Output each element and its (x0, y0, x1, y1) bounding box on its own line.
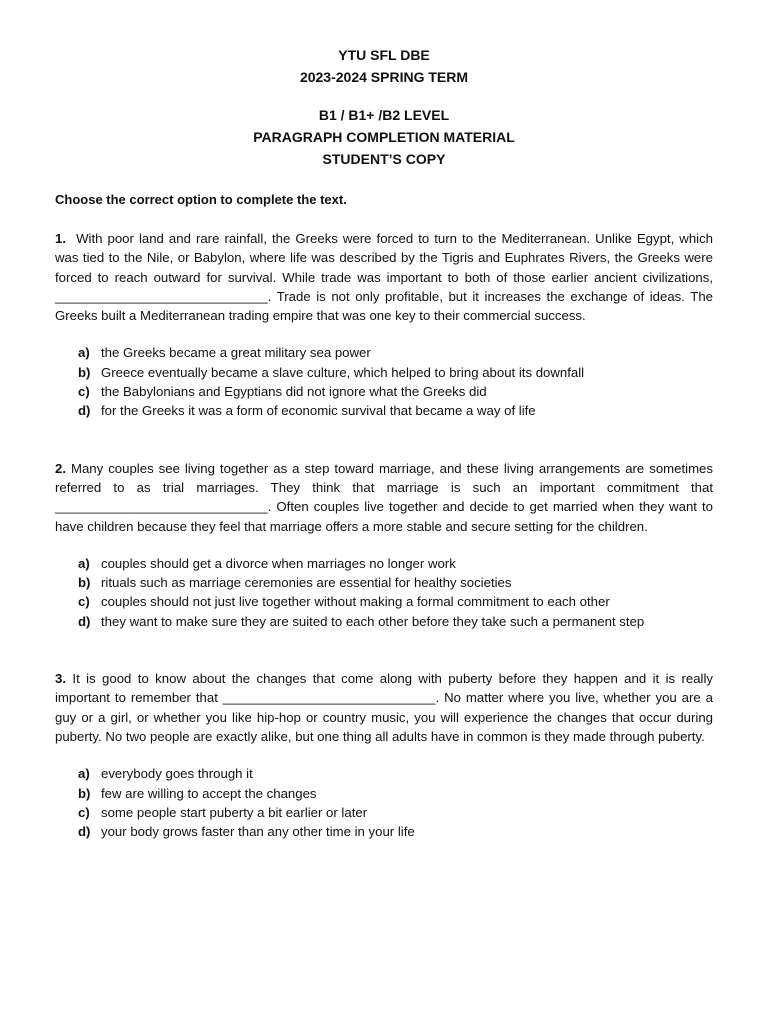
option-letter: a) (78, 555, 90, 571)
header-level: B1 / B1+ /B2 LEVEL (318, 107, 450, 123)
header-institution-block (55, 44, 713, 88)
option-letter: b) (78, 364, 91, 380)
option-letter: c) (78, 594, 90, 610)
answer-blank: _____________________________ (222, 690, 436, 706)
question-3-text (55, 669, 713, 746)
question-number: 2. (55, 460, 66, 476)
header-institution: YTU SFL DBE (338, 47, 430, 63)
option-a (78, 343, 713, 362)
question-text-before: It is good to know about the changes that come along with puberty before they happen and it is really important to remember that (55, 671, 714, 706)
option-letter: d) (78, 613, 91, 629)
answer-blank: _____________________________ (55, 288, 268, 304)
option-text: they want to make sure they are suited to each other before they take such a permanent step (101, 613, 645, 629)
option-text: few are willing to accept the changes (101, 785, 317, 801)
option-d (78, 822, 713, 841)
question-number: 3. (55, 671, 66, 687)
question-number: 1. (55, 231, 66, 246)
option-b (78, 784, 713, 803)
question-text-after: . Trade is not only profitable, but it increases the exchange of ideas. The Greeks built a Mediterranean trading empire that was one key to their commercial success. (55, 288, 713, 324)
question-1 (55, 229, 713, 421)
question-text-before: With poor land and rare rainfall, the Greeks were forced to turn to the Mediterranean. Unlike Egypt, which was tied to the Nile, or Babylon, where life was described by the Tigris and Euphrates Rivers, the Greeks were forced to reach outward for survival. While trade was important to both of those earlier ancient civilizations, (55, 231, 714, 285)
question-2 (55, 459, 713, 631)
answer-blank: _____________________________ (55, 499, 268, 515)
option-b (78, 363, 713, 382)
option-text: rituals such as marriage ceremonies are essential for healthy societies (101, 575, 512, 591)
header-material-title: PARAGRAPH COMPLETION MATERIAL (253, 129, 515, 145)
option-letter: c) (78, 384, 90, 400)
option-text: some people start puberty a bit earlier or later (101, 804, 368, 820)
option-letter: a) (78, 345, 90, 361)
option-text: Greece eventually became a slave culture, which helped to bring about its downfall (101, 364, 585, 380)
document-header (55, 44, 713, 170)
option-letter: c) (78, 804, 90, 820)
option-a (78, 554, 713, 573)
option-text: couples should not just live together without making a formal commitment to each other (101, 594, 610, 610)
question-text-before: Many couples see living together as a step toward marriage, and these living arrangements are sometimes referred to as trial marriages. They think that marriage is such an important commitment that (55, 460, 713, 495)
option-letter: d) (78, 403, 91, 419)
option-letter: b) (78, 575, 91, 591)
question-2-options (55, 554, 713, 631)
header-copy-type: STUDENT’S COPY (322, 151, 446, 167)
question-2-text (55, 459, 713, 536)
option-a (78, 764, 713, 783)
option-text: the Greeks became a great military sea power (101, 345, 371, 361)
option-letter: b) (78, 785, 91, 801)
option-c (78, 592, 713, 611)
question-3-options (55, 764, 713, 841)
question-3 (55, 669, 713, 841)
header-term: 2023-2024 SPRING TERM (299, 69, 469, 85)
option-letter: d) (78, 824, 91, 840)
option-text: your body grows faster than any other time in your life (101, 824, 415, 840)
question-1-options (55, 343, 713, 420)
instructions: Choose the correct option to complete the text. (55, 192, 347, 207)
question-1-text (55, 229, 713, 325)
option-c (78, 803, 713, 822)
option-d (78, 401, 713, 420)
option-c (78, 382, 713, 401)
option-text: the Babylonians and Egyptians did not ignore what the Greeks did (101, 384, 487, 400)
option-text: for the Greeks it was a form of economic survival that became a way of life (101, 403, 536, 419)
option-b (78, 573, 713, 592)
question-text-after: . Often couples live together and decide to get married when they want to have children because they feel that marriage offers a more stable and secure setting for the children. (55, 499, 713, 534)
header-material-block (55, 104, 713, 170)
option-letter: a) (78, 766, 90, 782)
option-d (78, 612, 713, 631)
question-text-after: . No matter where you live, whether you are a guy or a girl, or whether you like hip-hop or country music, you will experience the changes that occur during puberty. No two people are exactly alike, but one thing all adults have in common is they made through puberty. (55, 690, 713, 744)
option-text: everybody goes through it (101, 766, 253, 782)
option-text: couples should get a divorce when marriages no longer work (101, 555, 456, 571)
